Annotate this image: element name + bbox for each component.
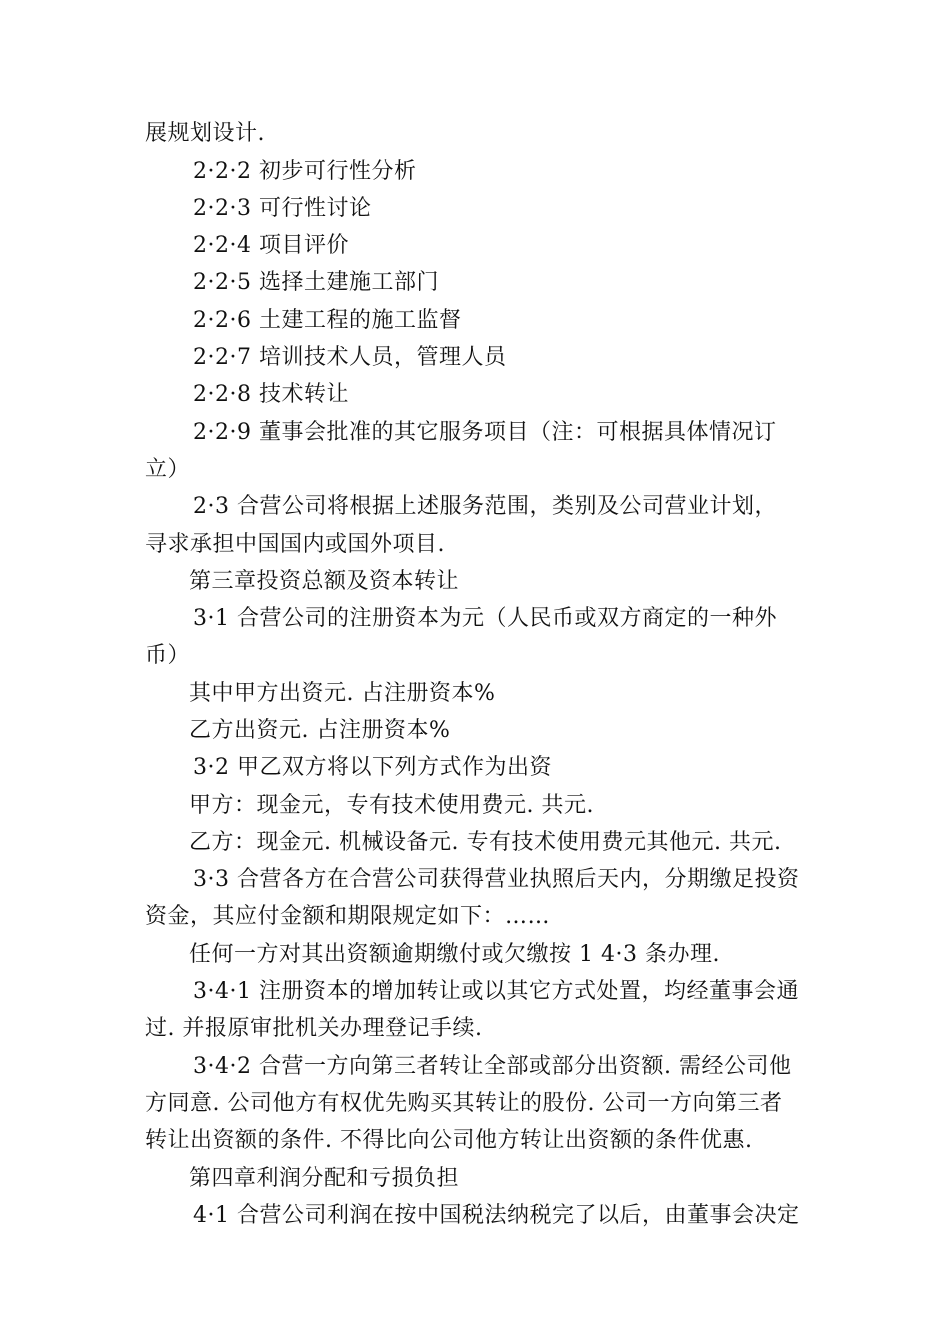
text-line: 2·3 合营公司将根据上述服务范围，类别及公司营业计划，	[193, 494, 777, 519]
text-line: 3·4·2 合营一方向第三者转让全部或部分出资额. 需经公司他	[193, 1054, 792, 1079]
text-line: 2·2·6 土建工程的施工监督	[193, 308, 462, 333]
text-line: 乙方：现金元. 机械设备元. 专有技术使用费元其他元. 共元.	[189, 830, 782, 855]
text-line: 资金，其应付金额和期限规定如下：……	[145, 904, 551, 929]
chapter-heading: 第四章利润分配和亏损负担	[189, 1166, 460, 1191]
text-line: 2·2·7 培训技术人员，管理人员	[193, 345, 507, 370]
text-line: 方同意. 公司他方有权优先购买其转让的股份. 公司一方向第三者	[145, 1091, 783, 1116]
text-line: 3·3 合营各方在合营公司获得营业执照后天内，分期缴足投资	[193, 867, 800, 892]
chapter-heading: 第三章投资总额及资本转让	[189, 569, 460, 594]
text-line: 乙方出资元. 占注册资本%	[189, 718, 451, 743]
text-line: 甲方：现金元，专有技术使用费元. 共元.	[189, 793, 594, 818]
text-line: 2·2·8 技术转让	[193, 382, 349, 407]
text-line: 立）	[145, 457, 191, 482]
text-line: 2·2·9 董事会批准的其它服务项目（注：可根据具体情况订	[193, 420, 777, 445]
text-line: 寻求承担中国国内或国外项目.	[145, 532, 445, 557]
text-line: 2·2·5 选择土建施工部门	[193, 270, 439, 295]
text-line: 任何一方对其出资额逾期缴付或欠缴按 1 4·3 条办理.	[189, 942, 720, 967]
text-line: 2·2·3 可行性讨论	[193, 196, 372, 221]
text-line: 币）	[145, 643, 191, 668]
text-line: 3·4·1 注册资本的增加转让或以其它方式处置，均经董事会通	[193, 979, 799, 1004]
text-line: 其中甲方出资元. 占注册资本%	[189, 681, 496, 706]
text-line: 3·2 甲乙双方将以下列方式作为出资	[193, 755, 552, 780]
text-line: 4·1 合营公司利润在按中国税法纳税完了以后，由董事会决定	[193, 1203, 800, 1228]
text-line: 转让出资额的条件. 不得比向公司他方转让出资额的条件优惠.	[145, 1128, 753, 1153]
text-line: 过. 并报原审批机关办理登记手续.	[145, 1016, 483, 1041]
text-line: 2·2·4 项目评价	[193, 233, 349, 258]
text-line: 2·2·2 初步可行性分析	[193, 159, 417, 184]
text-line: 展规划设计.	[145, 121, 265, 146]
text-line: 3·1 合营公司的注册资本为元（人民币或双方商定的一种外	[193, 606, 777, 631]
